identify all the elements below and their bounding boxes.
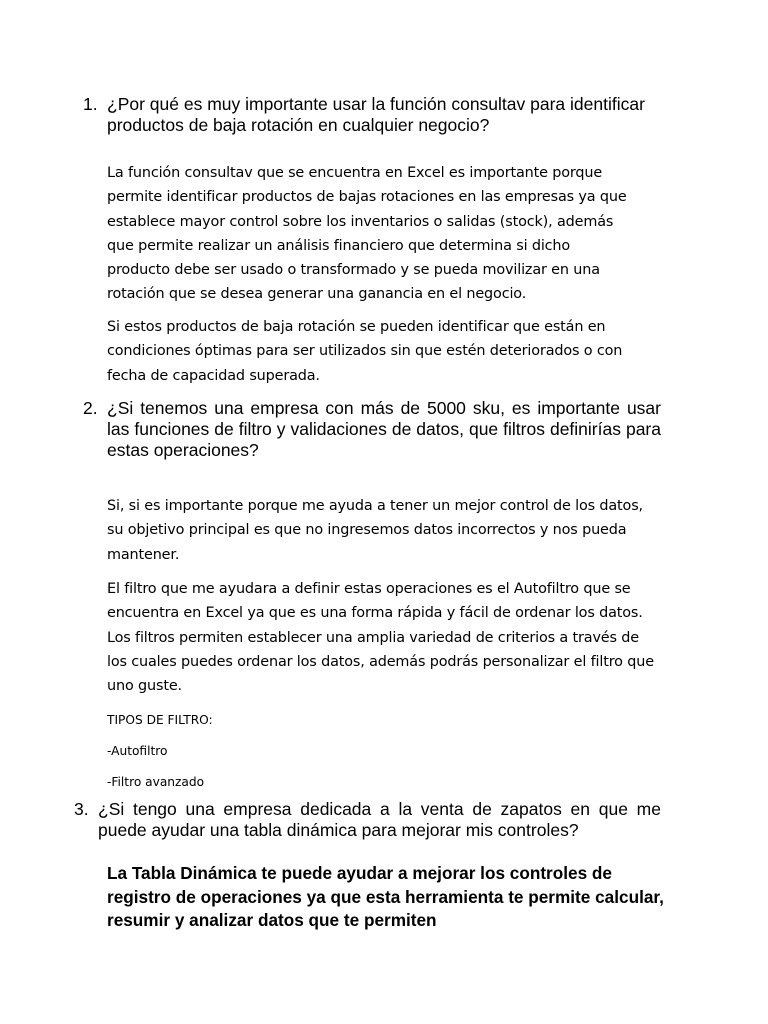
question-1 bbox=[83, 94, 667, 136]
answer-1-paragraph-2: Si estos productos de baja rotación se pueden identificar que están en condiciones óptimas para ser utilizados sin que estén deteriorados o con fecha de capacidad superada. bbox=[107, 319, 623, 384]
question-1-text: ¿Por qué es muy importante usar la función consultav para identificar productos de baja rotación en cualquier negocio? bbox=[107, 94, 645, 135]
answer-1-paragraph-1: La función consultav que se encuentra en Excel es importante porque permite identificar productos de bajas rotaciones en las empresas ya que establece mayor control sobre los inventarios o salidas (stock), además que permite realizar un análisis financiero que determina si dicho producto debe ser usado o transformado y se pueda movilizar en una rotación que se desea generar una ganancia en el negocio. bbox=[107, 165, 627, 303]
filter-type-autofiltro: -Autofiltro bbox=[107, 744, 168, 758]
question-3-text: ¿Si tengo una empresa dedicada a la venta de zapatos en que me puede ayudar una tabla dinámica para mejorar mis controles? bbox=[98, 799, 661, 840]
question-1-number: 1. bbox=[83, 94, 98, 114]
answer-2-paragraph-2: El filtro que me ayudara a definir estas operaciones es el Autofiltro que se encuentra en Excel ya que es una forma rápida y fácil de ordenar los datos. Los filtros permiten establecer una amplia variedad de criterios a través de los cuales puedes ordenar los datos, además podrás personalizar el filtro que uno guste. bbox=[107, 581, 654, 695]
filter-type-avanzado: -Filtro avanzado bbox=[107, 775, 205, 789]
question-3 bbox=[74, 799, 661, 841]
answer-2-paragraph-1: Si, si es importante porque me ayuda a tener un mejor control de los datos, su objetivo principal es que no ingresemos datos incorrectos y nos pueda mantener. bbox=[107, 498, 643, 563]
answer-3-paragraph-1: La Tabla Dinámica te puede ayudar a mejorar los controles de registro de operaciones ya que esta herramienta te permite calcular, resumir y analizar datos que te permiten bbox=[107, 863, 664, 930]
question-2 bbox=[83, 398, 661, 461]
filter-types-heading: TIPOS DE FILTRO: bbox=[107, 713, 213, 727]
question-2-number: 2. bbox=[83, 398, 98, 418]
question-3-number: 3. bbox=[74, 799, 89, 819]
question-2-text: ¿Si tenemos una empresa con más de 5000 sku, es importante usar las funciones de filtro y validaciones de datos, que filtros definirías para estas operaciones? bbox=[107, 398, 661, 460]
